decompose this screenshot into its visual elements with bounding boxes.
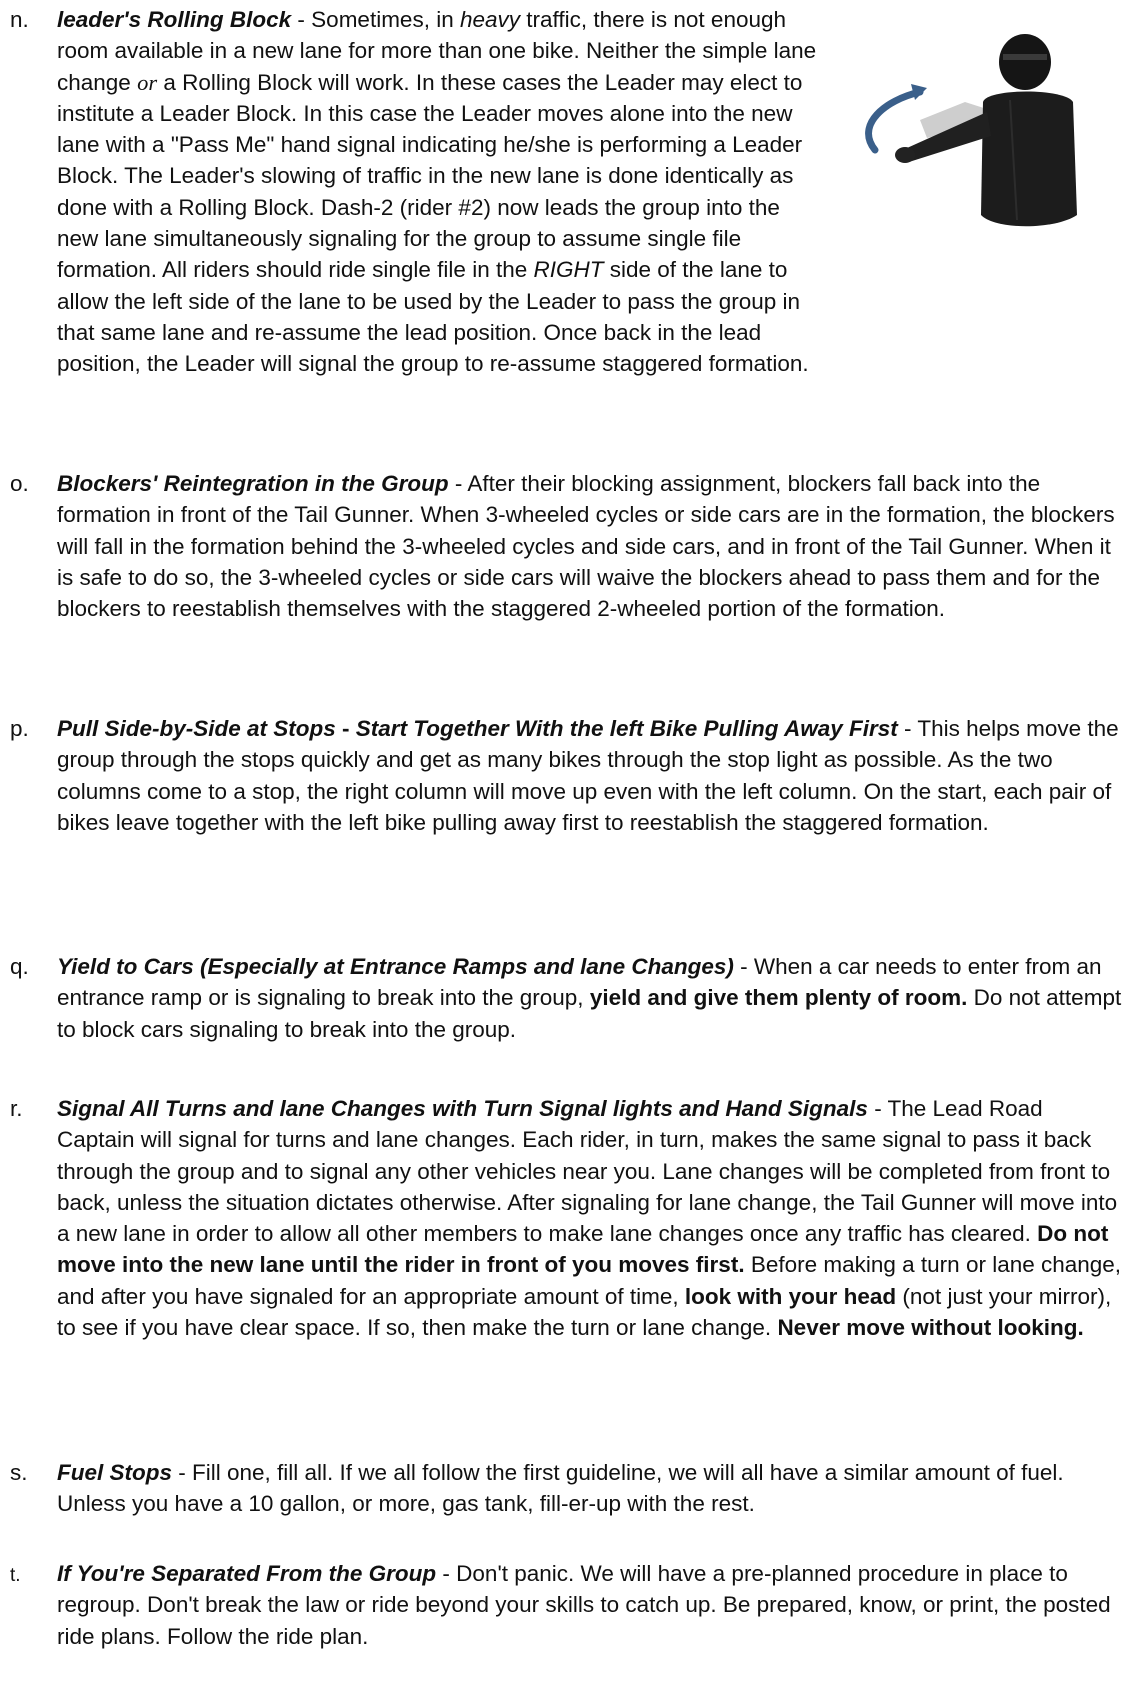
list-marker: t. xyxy=(10,1565,21,1586)
list-item-body xyxy=(57,713,1122,838)
list-item-body xyxy=(57,468,1122,624)
item-text: side of the lane to allow the left side of the lane to be used by the Leader to pass the group in that same lane and re-assume the lead position. Once back in the lead position, the Leader will signal the group to re-assume staggered formation. xyxy=(57,257,809,377)
list-marker: n. xyxy=(10,7,29,32)
curved-arrow xyxy=(869,92,920,150)
item-text: - When a car needs to enter from an entrance ramp or is signaling to break into the group, xyxy=(57,954,1102,1011)
list-item-body xyxy=(57,4,817,380)
helmet xyxy=(999,34,1051,90)
item-text-emphasis: RIGHT xyxy=(533,257,604,283)
item-text: - After their blocking assignment, blockers fall back into the formation in front of the Tail Gunner. When 3-wheeled cycles or side cars are in the formation, the blockers will fall in the formation behind the 3-wheeled cycles and side cars, and in front of the Tail Gunner. When it is safe to do so, the 3-wheeled cycles or side cars will waive the blockers ahead to pass them and for the blockers to reestablish themselves with the staggered 2-wheeled portion of the formation. xyxy=(57,471,1115,622)
item-text: - This helps move the group through the stops quickly and get as many bikes through the stop light as possible. As the two columns come to a stop, the right column will move up even with the left column. On the start, each pair of bikes leave together with the left bike pulling away first to reestablish the staggered formation. xyxy=(57,716,1119,835)
jacket xyxy=(981,92,1077,227)
item-heading: Fuel Stops xyxy=(57,1460,173,1485)
item-text: - Fill one, fill all. If we all follow the first guideline, we will all have a similar amount of fuel. Unless you have a 10 gallon, or more, gas tank, fill-er-up with the rest. xyxy=(57,1460,1064,1517)
list-item-body xyxy=(57,1093,1122,1343)
item-text-emphasis: or xyxy=(137,69,158,95)
item-text: traffic, there is not enough room available in a new lane for more than one bike. Neither the simple lane change xyxy=(57,7,817,95)
item-text-bold: Do not move into the new lane until the rider in front of you moves first. xyxy=(57,1221,1109,1278)
item-text: (not just your mirror), to see if you have clear space. If so, then make the turn or lane change. xyxy=(57,1283,1112,1341)
item-text: Before making a turn or lane change, and after you have signaled for an appropriate amount of time, xyxy=(57,1252,1122,1309)
list-item-body xyxy=(57,1457,1122,1520)
list-marker: o. xyxy=(10,471,29,496)
item-text-bold: look with your head xyxy=(684,1283,897,1309)
item-heading: Pull Side-by-Side at Stops xyxy=(57,716,336,741)
list-item-body xyxy=(57,951,1122,1045)
item-text-emphasis: heavy xyxy=(459,7,521,32)
item-heading: Signal All Turns and lane Changes with Turn Signal lights and Hand Signals xyxy=(57,1096,868,1121)
glove xyxy=(895,147,915,163)
item-heading: leader's Rolling Block xyxy=(57,7,292,32)
item-heading: Blockers' Reintegration in the Group xyxy=(57,471,449,496)
list-marker: r. xyxy=(10,1096,23,1121)
item-text: - Don't panic. We will have a pre-planned procedure in place to regroup. Don't break the law or ride beyond your skills to catch up. Be prepared, know, or print, the posted ride plans. Follow the ride plan. xyxy=(57,1561,1111,1649)
item-heading-separator: - xyxy=(335,716,356,741)
rider-illustration xyxy=(815,30,1115,235)
item-text: - Sometimes, in xyxy=(291,7,460,32)
rider-pass-me-hand-signal-icon xyxy=(815,30,1115,235)
item-text: Do not attempt to block cars signaling to break into the group. xyxy=(57,985,1122,1042)
list-marker: q. xyxy=(10,954,29,979)
list-marker: p. xyxy=(10,716,29,741)
item-text-bold: Never move without looking. xyxy=(777,1315,1084,1341)
arrow-head xyxy=(911,84,927,100)
list-item-body xyxy=(57,1558,1122,1652)
item-heading: Start Together With the left Bike Pulling Away First xyxy=(355,716,898,741)
item-heading: If You're Separated From the Group xyxy=(57,1561,437,1586)
item-text: - The Lead Road Captain will signal for turns and lane changes. Each rider, in turn, makes the same signal to pass it back through the group and to signal any other vehicles near you. Lane changes will be completed from front to back, unless the situation dictates otherwise. After signaling for lane change, the Tail Gunner will move into a new lane in order to allow all other members to make lane changes once any traffic has cleared. xyxy=(57,1096,1118,1247)
list-marker: s. xyxy=(10,1460,28,1485)
item-text: a Rolling Block will work. In these cases the Leader may elect to institute a Leader Block. In this case the Leader moves alone into the new lane with a "Pass Me" hand signal indicating he/she is performing a Leader Block. The Leader's slowing of traffic in the new lane is done identically as done with a Rolling Block. Dash-2 (rider #2) now leads the group into the new lane simultaneously signaling for the group to assume single file formation. All riders should ride single file in the xyxy=(57,69,803,283)
item-text-bold: yield and give them plenty of room. xyxy=(589,985,968,1011)
item-heading: Yield to Cars (Especially at Entrance Ramps and lane Changes) xyxy=(57,954,734,979)
